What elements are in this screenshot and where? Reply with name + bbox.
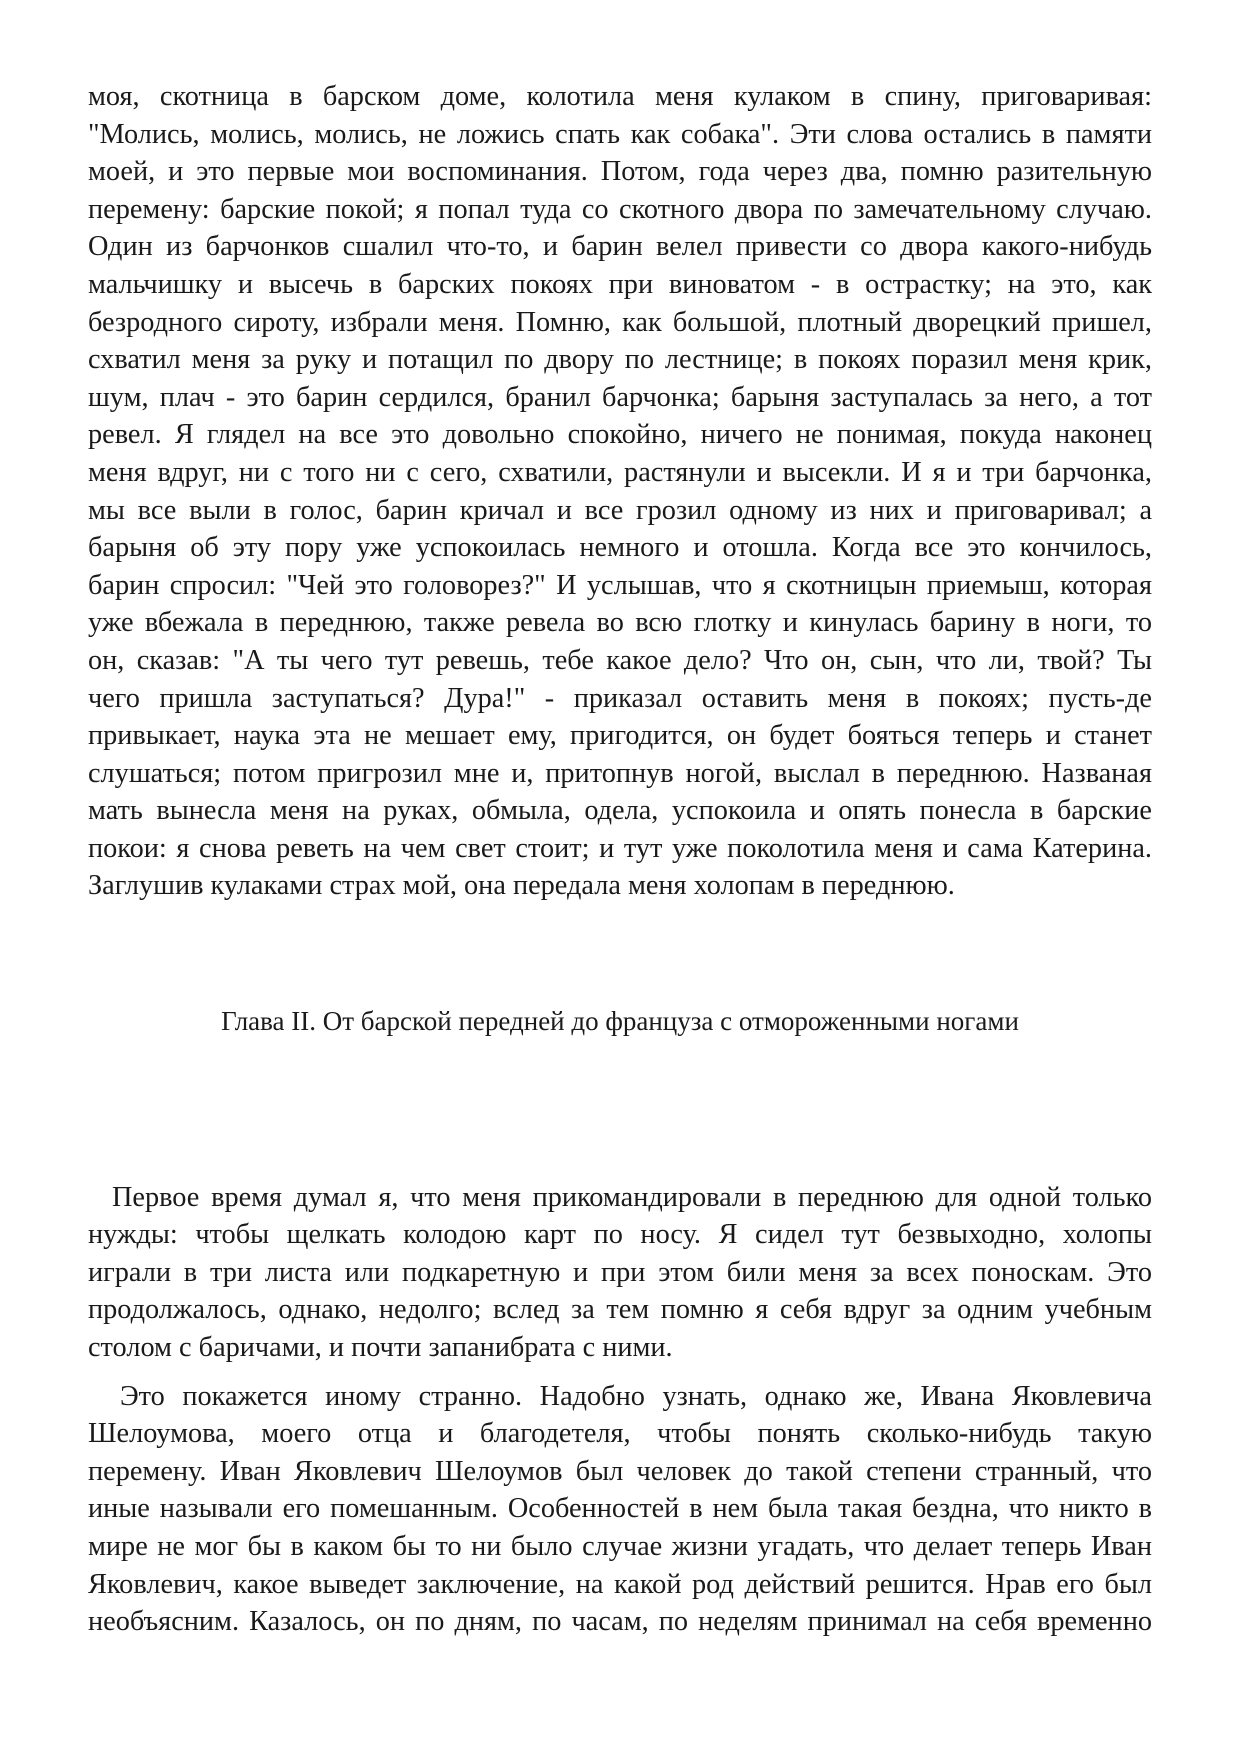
text-line: Это покажется иному странно. Надобно узнать, однако же, Ивана Яковлевича	[120, 1380, 1152, 1412]
text-line: безродного сироту, избрали меня. Помню, как большой, плотный дворецкий пришел,	[88, 306, 1152, 338]
text-line: мире не мог бы в каком бы то ни было случае жизни угадать, что делает теперь Иван	[88, 1531, 1152, 1562]
text-line: ревел. Я глядел на все это довольно спокойно, ничего не понимая, покуда наконец	[88, 419, 1152, 451]
text-line: перемену: барские покой; я попал туда со скотного двора по замечательному случаю.	[88, 193, 1152, 225]
text-line: мы все выли в голос, барин кричал и все грозил одному из них и приговаривал; а	[88, 494, 1152, 526]
text-line: Первое время думал я, что меня прикомандировали в переднюю для одной только	[112, 1181, 1152, 1213]
text-line: Один из барчонков сшалил что-то, и барин велел привести со двора какого-нибудь	[88, 231, 1152, 263]
text-line: необъясним. Казалось, он по дням, по часам, по неделям принимал на себя временно	[88, 1606, 1152, 1638]
paragraph-2	[88, 1179, 1152, 1367]
text-line: покои: я снова реветь на чем свет стоит; и тут уже поколотила меня и сама Катерина.	[88, 832, 1152, 864]
text-line: иные называли его помешанным. Особенностей в нем была такая бездна, что никто в	[88, 1493, 1152, 1525]
text-line: мальчишку и высечь в барских покоях при виноватом - в острастку; на это, как	[88, 268, 1152, 300]
text-line: моей, и это первые мои воспоминания. Потом, года через два, помню разительную	[88, 156, 1152, 188]
paragraph-3	[88, 1378, 1152, 1641]
text-line: "Молись, молись, молись, не ложись спать как собака". Эти слова остались в памяти	[88, 118, 1152, 150]
text-line: Шелоумова, моего отца и благодетеля, чтобы понять сколько-нибудь такую	[88, 1418, 1152, 1450]
text-line: барин спросил: "Чей это головорез?" И услышав, что я скотницын приемыш, которая	[88, 569, 1152, 601]
text-line: мать вынесла меня на руках, обмыла, одела, успокоила и опять понесла в барские	[88, 795, 1152, 827]
text-line: чего пришла заступаться? Дура!" - приказал оставить меня в покоях; пусть-де	[88, 682, 1152, 714]
text-line: нужды: чтобы щелкать колодою карт по носу. Я сидел тут безвыходно, холопы	[88, 1219, 1152, 1251]
text-line: слушаться; потом пригрозил мне и, притопнув ногой, выслал в переднюю. Названая	[88, 757, 1152, 789]
text-line: Яковлевич, какое выведет заключение, на какой род действий решится. Нрав его был	[88, 1568, 1152, 1600]
text-line: привыкает, наука эта не мешает ему, пригодится, он будет бояться теперь и станет	[88, 720, 1152, 752]
text-line: шум, плач - это барин сердился, бранил барчонка; барыня заступалась за него, а тот	[88, 381, 1152, 413]
text-line: уже вбежала в переднюю, также ревела во всю глотку и кинулась барину в ноги, то	[88, 607, 1152, 639]
chapter-title: Глава II. От барской передней до француза с отмороженными ногами	[221, 1006, 1019, 1037]
text-line: моя, скотница в барском доме, колотила меня кулаком в спину, приговаривая:	[88, 81, 1152, 112]
text-line: столом с баричами, и почти запанибрата с ними.	[88, 1332, 673, 1364]
text-line: Заглушив кулаками страх мой, она передала меня холопам в переднюю.	[88, 870, 955, 902]
text-line: меня вдруг, ни с того ни с сего, схватили, растянули и высекли. И я и три барчонка,	[88, 456, 1152, 488]
text-line: продолжалось, однако, недолго; вслед за тем помню я себя вдруг за одним учебным	[88, 1294, 1152, 1326]
text-line: играли в три листа или подкаретную и при этом били меня за всех поноскам. Это	[88, 1256, 1152, 1288]
text-line: перемену. Иван Яковлевич Шелоумов был человек до такой степени странный, что	[88, 1455, 1152, 1487]
paragraph-1	[88, 78, 1152, 905]
text-line: он, сказав: "А ты чего тут ревешь, тебе какое дело? Что он, сын, что ли, твой? Ты	[88, 644, 1152, 676]
text-line: схватил меня за руку и потащил по двору по лестнице; в покоях поразил меня крик,	[88, 344, 1152, 376]
document-page	[88, 78, 1152, 1641]
text-line: барыня об эту пору уже успокоилась немного и отошла. Когда все это кончилось,	[88, 532, 1152, 564]
